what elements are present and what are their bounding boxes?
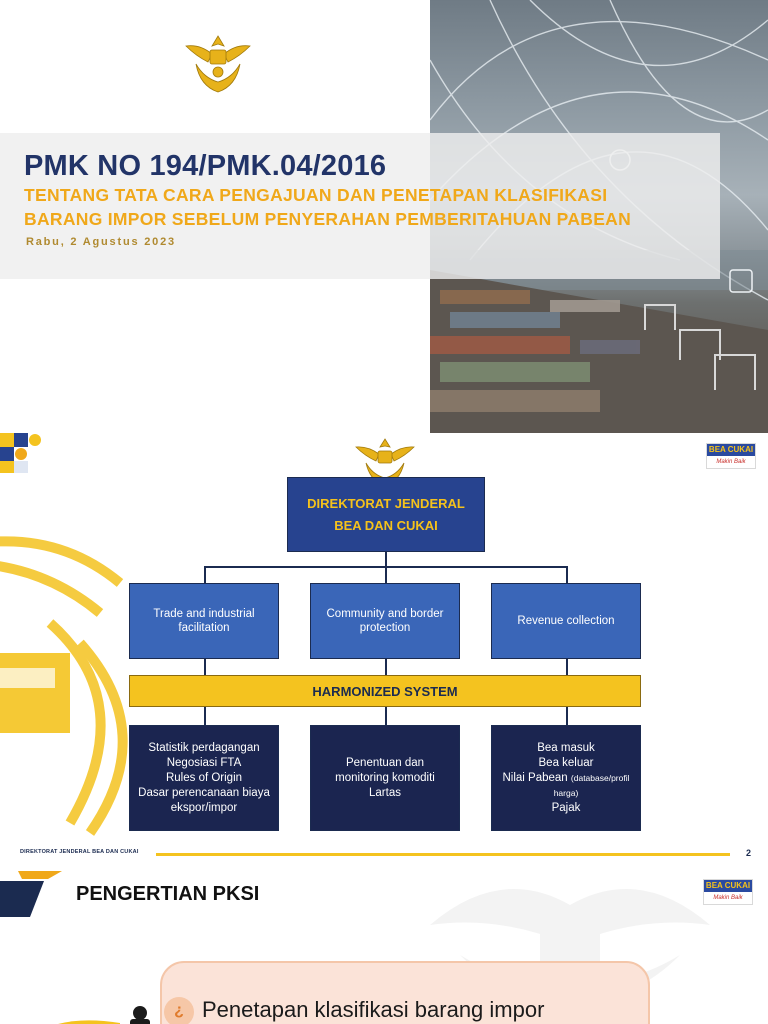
presentation-date: Rabu, 2 Agustus 2023 [26, 236, 176, 248]
section-chevron-icon [0, 871, 62, 917]
connector-line [566, 707, 568, 725]
list-item-main: Nilai Pabean [502, 771, 568, 784]
info-bullet-icon: ¿ [164, 997, 194, 1024]
function-label: Trade and industrial facilitation [153, 608, 255, 634]
list-item: Dasar perencanaan biaya [138, 786, 270, 799]
connector-line [204, 566, 206, 583]
list-item [498, 771, 634, 801]
bea-cukai-logo [703, 879, 753, 905]
page-number: 2 [746, 848, 752, 858]
list-item: ekspor/impor [170, 801, 238, 814]
connector-line [566, 566, 568, 583]
list-item: Pajak [551, 801, 581, 814]
hs-label: HARMONIZED SYSTEM [312, 683, 458, 699]
connector-line [385, 707, 387, 725]
decorative-pattern-icon [0, 433, 42, 473]
presentation-title: PMK NO 194/PMK.04/2016 [24, 150, 387, 182]
connector-line [204, 659, 206, 675]
harmonized-system-bar [129, 675, 641, 707]
list-item: Bea keluar [538, 756, 594, 769]
function-box-trade [129, 583, 279, 659]
connector-line [385, 566, 387, 583]
definition-slide [0, 865, 768, 1024]
decorative-shape-icon [40, 1011, 120, 1024]
list-item-note: (database/profil harga) [553, 772, 630, 798]
bea-cukai-logo [706, 443, 756, 469]
person-icon [124, 1005, 156, 1024]
brand-tagline: Makin Baik [716, 459, 746, 465]
definition-text: Penetapan klasifikasi barang impor [202, 997, 545, 1022]
brand-text: BEA CUKAI [705, 881, 751, 890]
function-box-revenue [491, 583, 641, 659]
detail-box-middle [310, 725, 460, 831]
org-root-line-1: DIREKTORAT JENDERAL [307, 495, 465, 511]
title-slide [0, 0, 768, 433]
list-item: Statistik perdagangan [148, 741, 260, 754]
brand-tagline: Makin Baik [713, 895, 743, 901]
subtitle-line-2: BARANG IMPOR SEBELUM PENYERAHAN PEMBERITAHUAN PABEAN [24, 209, 632, 229]
connector-line [204, 707, 206, 725]
connector-line [385, 552, 387, 567]
org-root-line-2: BEA DAN CUKAI [334, 517, 438, 533]
subtitle-line-1: TENTANG TATA CARA PENGAJUAN DAN PENETAPAN KLASIFIKASI [24, 185, 608, 205]
function-label: Revenue collection [517, 615, 615, 627]
brand-text: BEA CUKAI [708, 445, 754, 454]
function-label: Community and border protection [326, 608, 444, 634]
section-title: PENGERTIAN PKSI [76, 883, 260, 905]
list-item: Rules of Origin [165, 771, 243, 784]
list-item: Bea masuk [537, 741, 595, 754]
connector-line [385, 659, 387, 675]
function-box-community [310, 583, 460, 659]
org-chart-slide [0, 433, 768, 865]
detail-box-right [491, 725, 641, 831]
detail-text: Penentuan dan monitoring komoditi Lartas [335, 756, 435, 799]
footer-divider [156, 853, 730, 856]
connector-line [566, 659, 568, 675]
customs-emblem-icon [178, 32, 258, 96]
org-root-box [287, 477, 485, 552]
detail-box-left [129, 725, 279, 831]
footer-text: DIREKTORAT JENDERAL BEA DAN CUKAI [20, 849, 139, 855]
list-item: Negosiasi FTA [166, 756, 242, 769]
